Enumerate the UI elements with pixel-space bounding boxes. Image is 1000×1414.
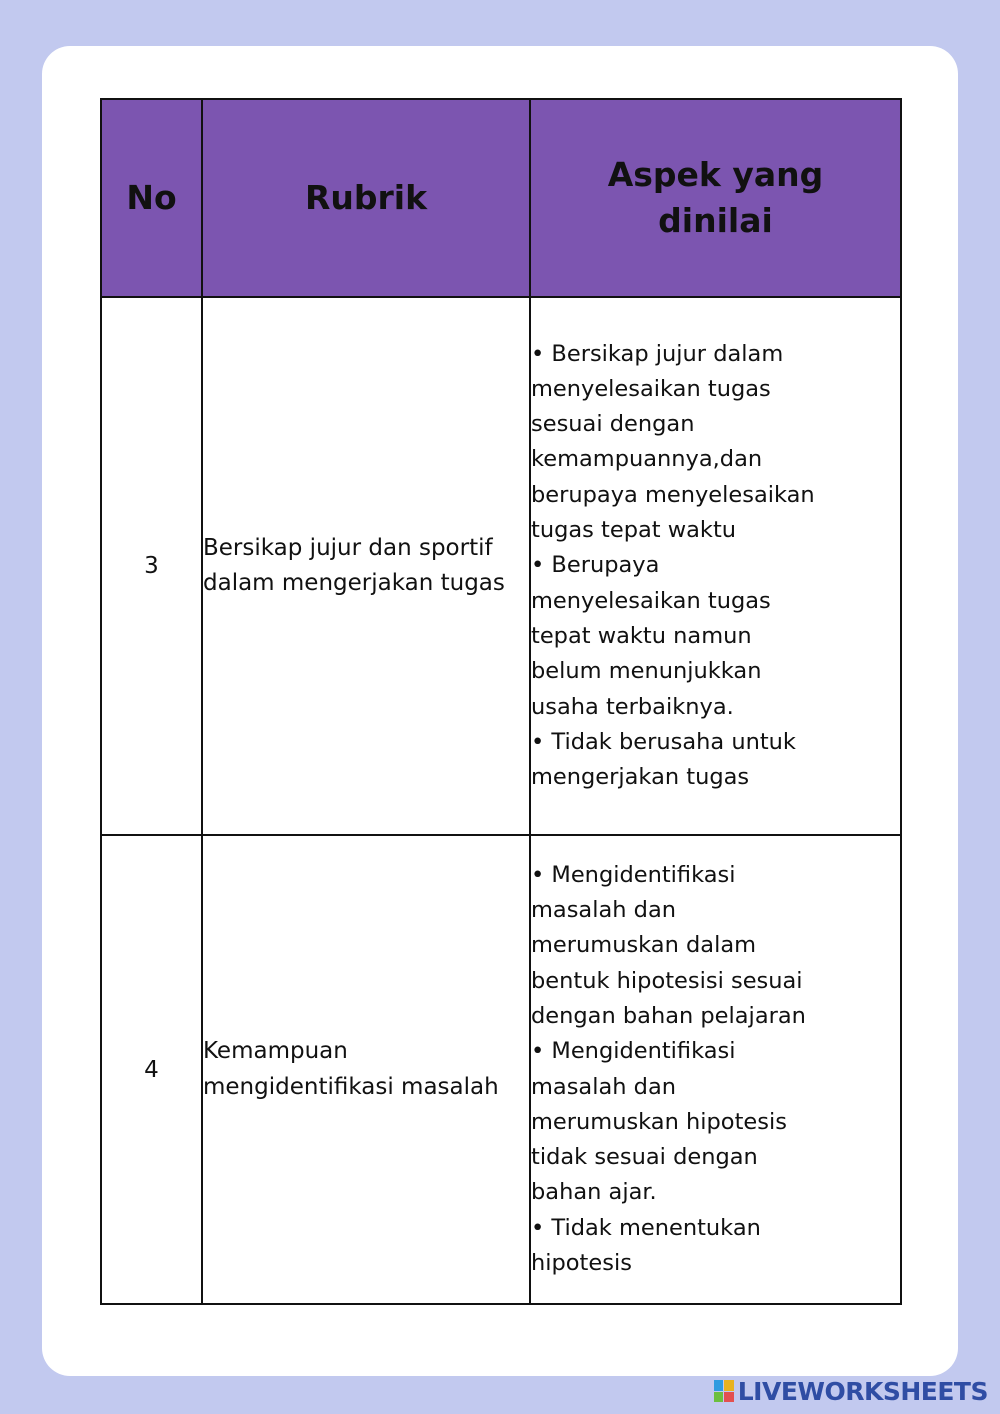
liveworksheets-logo-icon [714, 1380, 734, 1402]
aspek-line: dengan bahan pelajaran [531, 1002, 806, 1029]
aspek-line: berupaya menyelesaikan [531, 481, 815, 508]
aspek-line: usaha terbaiknya. [531, 693, 734, 720]
liveworksheets-brand[interactable] [714, 1376, 988, 1406]
table-row [101, 297, 901, 835]
brand-text: LIVEWORKSHEETS [737, 1376, 988, 1406]
rubrik-cell: Bersikap jujur dan sportif dalam mengerjakan tugas [202, 297, 530, 835]
aspek-line: • Mengidentifikasi [531, 861, 736, 888]
aspek-line: menyelesaikan tugas [531, 587, 771, 614]
aspek-cell [530, 297, 901, 835]
aspek-line: merumuskan hipotesis [531, 1108, 787, 1135]
aspek-line: merumuskan dalam [531, 932, 757, 959]
rubric-table [100, 98, 902, 1305]
table-row [101, 835, 901, 1304]
aspek-line: menyelesaikan tugas [531, 375, 771, 402]
header-rubrik: Rubrik [202, 99, 530, 297]
aspek-line: bahan ajar. [531, 1179, 657, 1206]
aspek-line: • Bersikap jujur dalam [531, 340, 784, 367]
aspek-line: • Tidak menentukan [531, 1214, 761, 1241]
aspek-line: kemampuannya,dan [531, 446, 763, 473]
header-no: No [101, 99, 202, 297]
row-number: 3 [101, 297, 202, 835]
aspek-line: tidak sesuai dengan [531, 1144, 758, 1171]
aspek-line: hipotesis [531, 1249, 632, 1276]
aspek-line: belum menunjukkan [531, 658, 762, 685]
aspek-line: masalah dan [531, 1073, 676, 1100]
aspek-cell [530, 835, 901, 1304]
aspek-line: • Tidak berusaha untuk [531, 728, 796, 755]
aspek-line: bentuk hipotesisi sesuai [531, 967, 803, 994]
aspek-line: tugas tepat waktu [531, 517, 737, 544]
header-aspek: Aspek yang dinilai [530, 99, 901, 297]
aspek-line: masalah dan [531, 897, 676, 924]
rubrik-cell: Kemampuan mengidentifikasi masalah [202, 835, 530, 1304]
aspek-line: sesuai dengan [531, 411, 695, 438]
aspek-line: tepat waktu namun [531, 622, 752, 649]
table-header-row [101, 99, 901, 297]
aspek-line: • Mengidentifikasi [531, 1038, 736, 1065]
aspek-line: mengerjakan tugas [531, 764, 750, 791]
row-number: 4 [101, 835, 202, 1304]
aspek-line: • Berupaya [531, 552, 660, 579]
